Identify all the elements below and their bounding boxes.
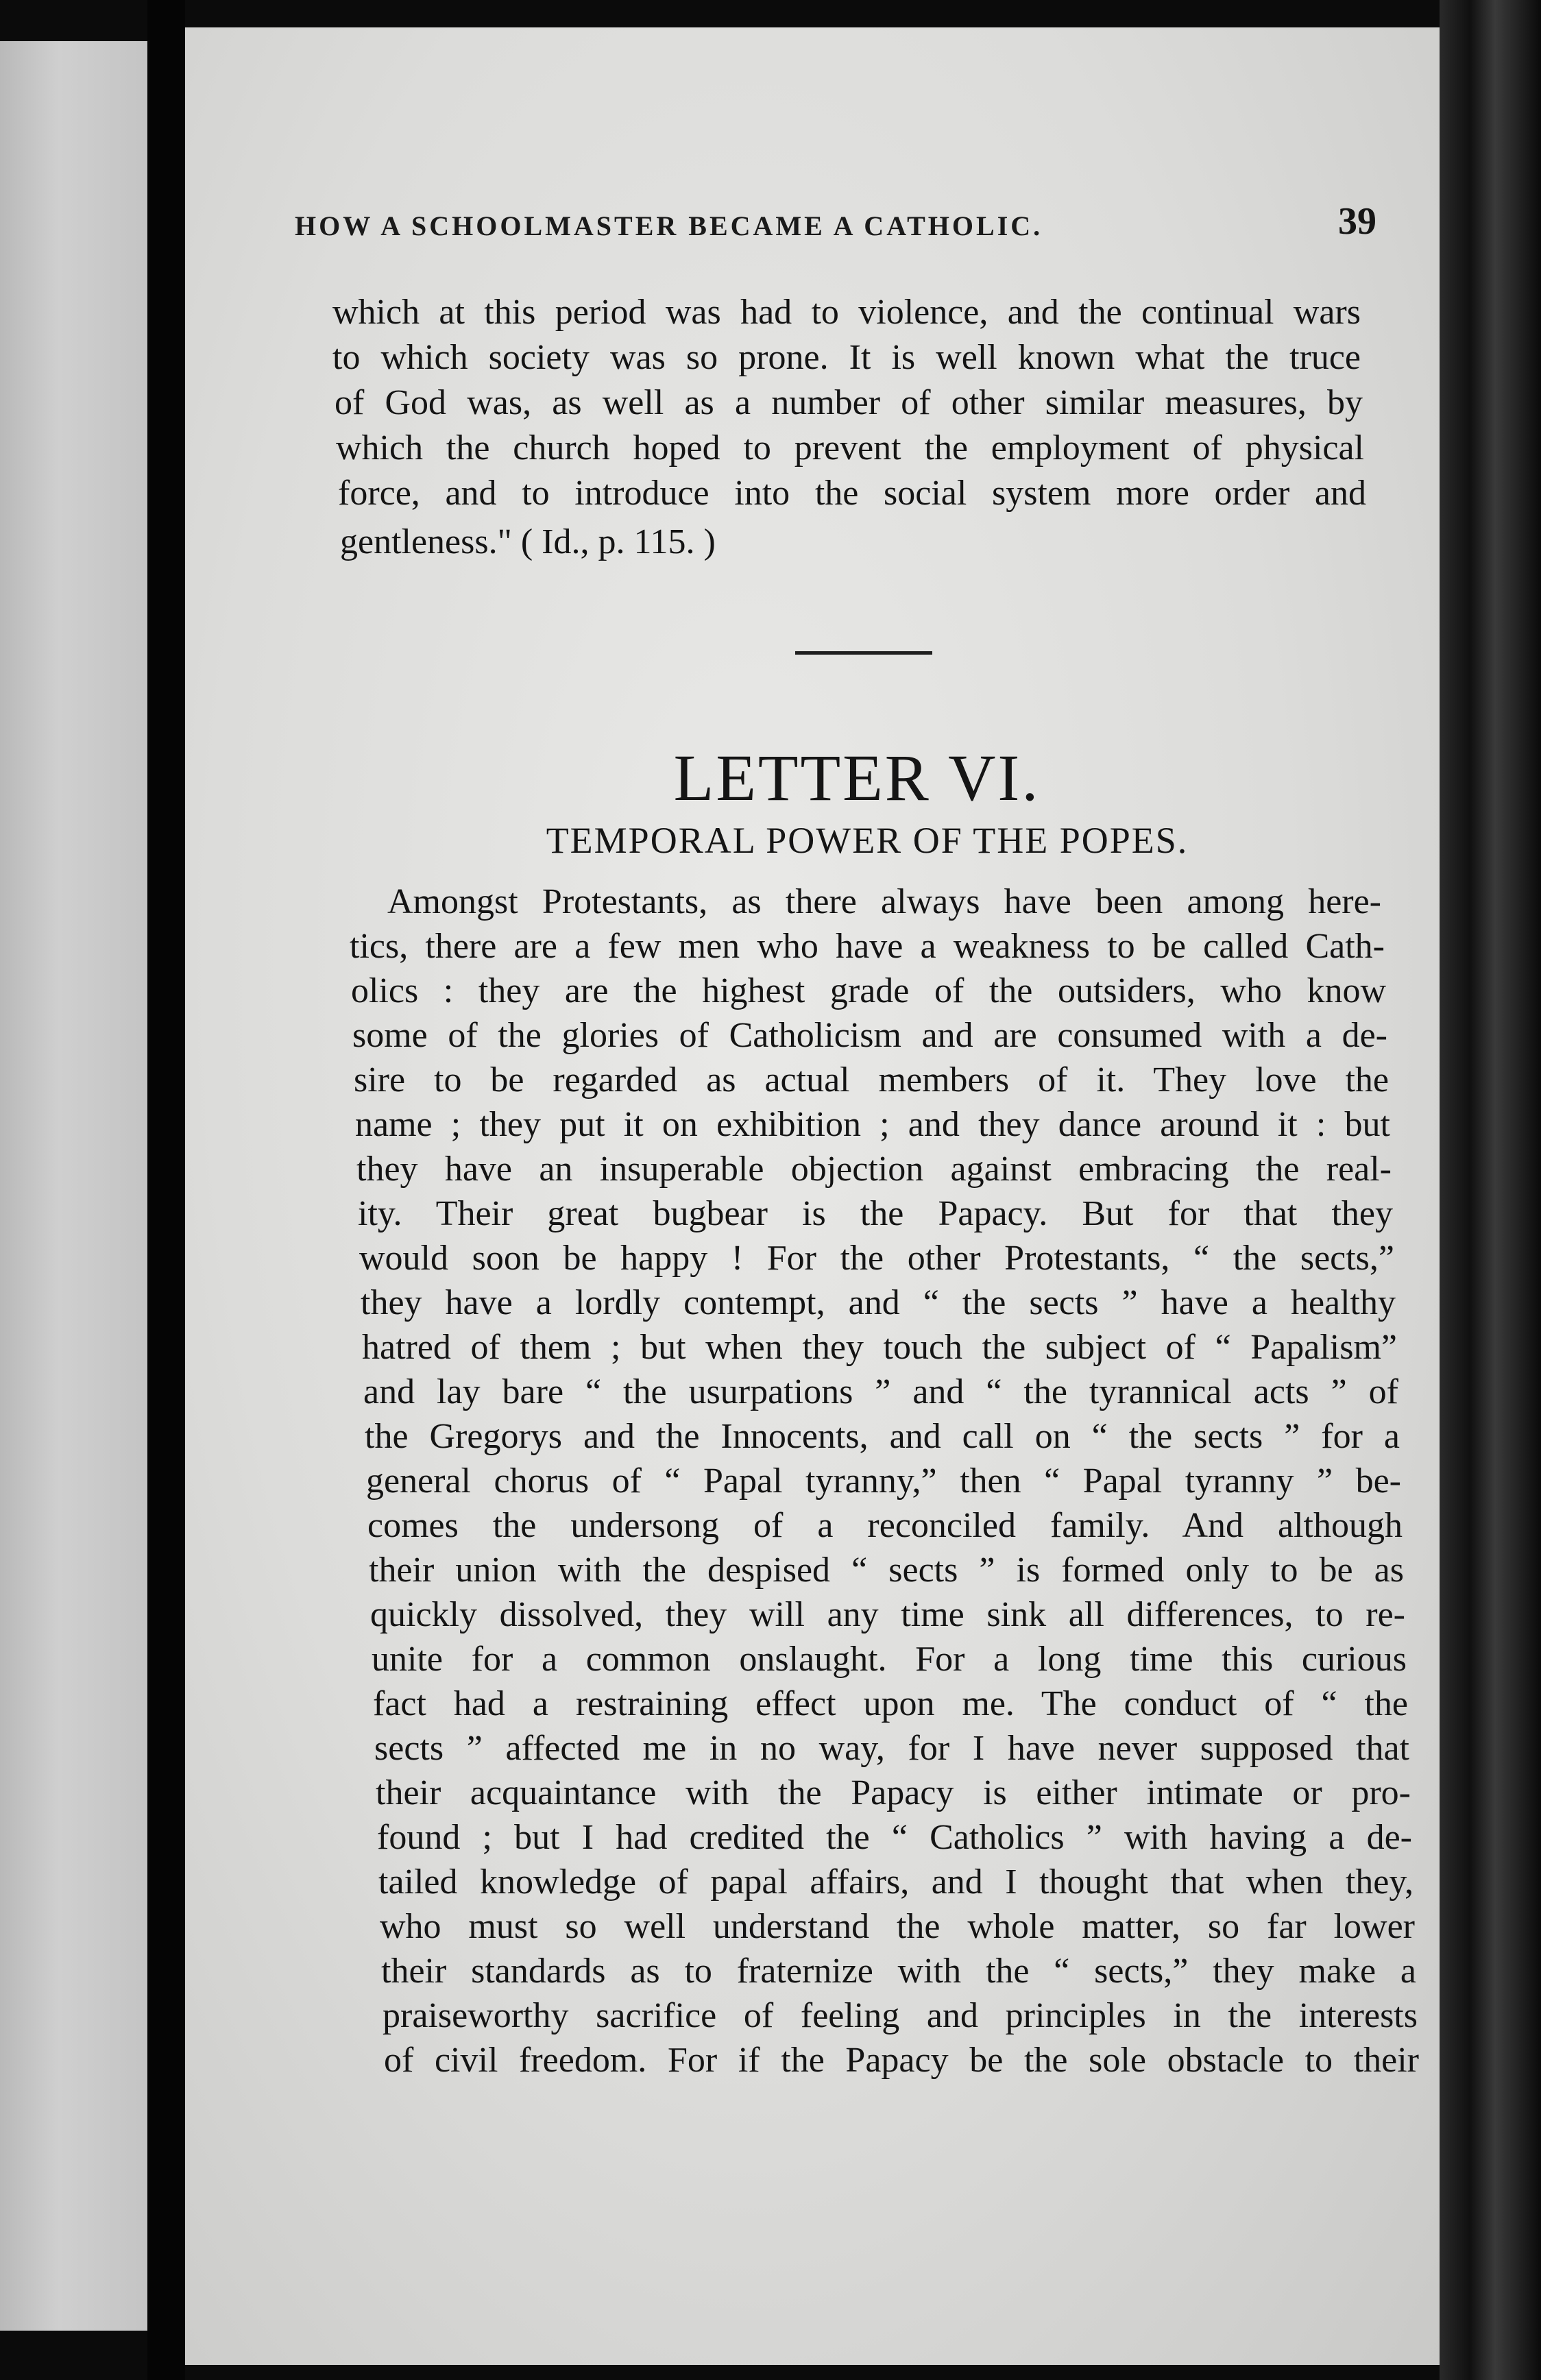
text-line: they have an insuperable objection against embracing the real- bbox=[356, 1150, 1392, 1189]
text-line: quickly dissolved, they will any time sink all differences, to re- bbox=[370, 1595, 1405, 1634]
text-line: general chorus of “ Papal tyranny,” then “ Papal tyranny ” be- bbox=[366, 1461, 1401, 1501]
running-head: HOW A SCHOOLMASTER BECAME A CATHOLIC. bbox=[295, 210, 1043, 241]
text-line: found ; but I had credited the “ Catholics ” with having a de- bbox=[377, 1818, 1412, 1857]
text-line: ity. Their great bugbear is the Papacy. But for that they bbox=[358, 1194, 1393, 1233]
text-line: who must so well understand the whole matter, so far lower bbox=[380, 1907, 1415, 1946]
text-line: olics : they are the highest grade of the outsiders, who know bbox=[351, 971, 1386, 1010]
section-divider bbox=[795, 651, 932, 655]
text-line: fact had a restraining effect upon me. The conduct of “ the bbox=[373, 1684, 1408, 1723]
text-line: praiseworthy sacrifice of feeling and principles in the interests bbox=[383, 1996, 1418, 2035]
text-line: sects ” affected me in no way, for I have never supposed that bbox=[374, 1729, 1409, 1768]
text-line: and lay bare “ the usurpations ” and “ the tyrannical acts ” of bbox=[363, 1372, 1398, 1411]
text-line: some of the glories of Catholicism and are consumed with a de- bbox=[352, 1016, 1387, 1055]
text-line: their standards as to fraternize with the “ sects,” they make a bbox=[381, 1952, 1416, 1991]
text-line: which the church hoped to prevent the employment of physical bbox=[336, 428, 1364, 467]
text-line: sire to be regarded as actual members of it. They love the bbox=[354, 1060, 1389, 1100]
text-line: of God was, as well as a number of other similar measures, by bbox=[335, 383, 1363, 422]
letter-title: LETTER VI. bbox=[673, 741, 1041, 814]
letter-subtitle: TEMPORAL POWER OF THE POPES. bbox=[546, 820, 1189, 861]
facing-page-edge bbox=[0, 41, 147, 2331]
text-line: name ; they put it on exhibition ; and they dance around it : but bbox=[355, 1105, 1390, 1144]
page-right-edge bbox=[1440, 0, 1541, 2380]
text-line: they have a lordly contempt, and “ the sects ” have a healthy bbox=[361, 1283, 1396, 1322]
text-line: tailed knowledge of papal affairs, and I thought that when they, bbox=[378, 1862, 1413, 1902]
text-line: comes the undersong of a reconciled family. And although bbox=[367, 1506, 1403, 1545]
text-line: to which society was so prone. It is well known what the truce bbox=[332, 338, 1361, 377]
text-line: which at this period was had to violence, and the continual wars bbox=[332, 293, 1361, 332]
text-line: their union with the despised “ sects ” is formed only to be as bbox=[369, 1551, 1404, 1590]
text-line: their acquaintance with the Papacy is either intimate or pro- bbox=[376, 1773, 1411, 1812]
text-line: the Gregorys and the Innocents, and call on “ the sects ” for a bbox=[365, 1417, 1400, 1456]
text-line: gentleness." ( Id., p. 115. ) bbox=[340, 522, 716, 561]
text-line: would soon be happy ! For the other Protestants, “ the sects,” bbox=[359, 1239, 1394, 1278]
book-gutter bbox=[147, 0, 185, 2380]
text-line: tics, there are a few men who have a weakness to be called Cath- bbox=[350, 927, 1385, 966]
text-line: Amongst Protestants, as there always have been among here- bbox=[387, 882, 1381, 921]
text-line: hatred of them ; but when they touch the subject of “ Papalism” bbox=[362, 1328, 1397, 1367]
text-line: of civil freedom. For if the Papacy be the sole obstacle to their bbox=[384, 2041, 1419, 2080]
text-line: force, and to introduce into the social system more order and bbox=[338, 474, 1366, 513]
text-line: unite for a common onslaught. For a long time this curious bbox=[372, 1640, 1407, 1679]
page-number: 39 bbox=[1338, 200, 1376, 243]
